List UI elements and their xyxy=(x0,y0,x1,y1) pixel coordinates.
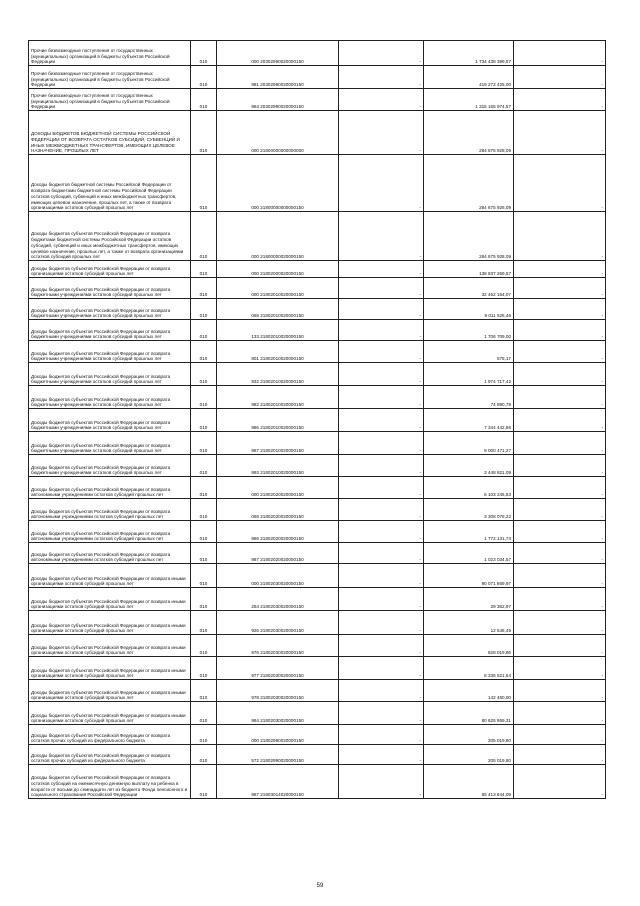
cell-name: Доходы бюджетов субъектов Российской Федерации от возврата бюджетными учреждениями остатков субсидий прошлых лет xyxy=(29,278,191,299)
cell-plan: - xyxy=(339,409,424,432)
cell-code: 000 21800000000000000 xyxy=(217,111,339,155)
cell-exec: 3 308 079,22 xyxy=(424,499,514,521)
cell-rest: - xyxy=(514,657,606,680)
cell-code: 068 21802020020000150 xyxy=(217,499,339,521)
cell-plan: - xyxy=(339,635,424,657)
cell-plan: - xyxy=(339,341,424,363)
cell-exec: 828 019,86 xyxy=(424,635,514,657)
cell-code: 982 21802010020000150 xyxy=(217,386,339,409)
cell-code: 932 21802010020000150 xyxy=(217,363,339,386)
table-row xyxy=(29,111,606,155)
cell-exec: 1 734 438 399,57 xyxy=(424,41,514,66)
cell-name: Доходы бюджетов субъектов Российской Федерации от возврата бюджетными учреждениями остатков субсидий прошлых лет xyxy=(29,320,191,341)
cell-rest: - xyxy=(514,111,606,155)
cell-line: 010 xyxy=(191,521,217,543)
cell-rest: - xyxy=(514,320,606,341)
cell-rest: - xyxy=(514,455,606,477)
cell-code: 000 21802990020000150 xyxy=(217,725,339,745)
cell-plan: - xyxy=(339,543,424,564)
cell-plan: - xyxy=(339,212,424,261)
report-sheet xyxy=(28,40,605,799)
cell-name: Доходы бюджетов субъектов Российской Федерации от возврата бюджетными учреждениями остатков субсидий прошлых лет xyxy=(29,455,191,477)
cell-line: 010 xyxy=(191,499,217,521)
cell-rest: - xyxy=(514,432,606,455)
cell-exec: 8 336 521,64 xyxy=(424,657,514,680)
cell-rest: - xyxy=(514,680,606,702)
table-row xyxy=(29,635,606,657)
cell-rest: - xyxy=(514,341,606,363)
cell-code: 987 21802020020000150 xyxy=(217,543,339,564)
cell-plan: - xyxy=(339,155,424,212)
table-row xyxy=(29,409,606,432)
table-row xyxy=(29,261,606,278)
table-row xyxy=(29,702,606,725)
cell-exec: 205 019,80 xyxy=(424,745,514,765)
cell-name: Доходы бюджетов субъектов Российской Федерации от возврата автономными учреждениями остатков субсидий прошлых лет xyxy=(29,543,191,564)
cell-code: 000 21802010020000150 xyxy=(217,278,339,299)
cell-code: 986 21802010020000150 xyxy=(217,409,339,432)
page-number: 59 xyxy=(316,883,324,889)
cell-exec: 80 625 959,31 xyxy=(424,702,514,725)
cell-name: Прочие безвозмездные поступления от государственных (муниципальных) организаций в бюджеты субъектов Российской Федерации xyxy=(29,89,191,111)
table-row xyxy=(29,680,606,702)
cell-code: 068 21802010020000150 xyxy=(217,299,339,320)
table-row xyxy=(29,278,606,299)
cell-plan: - xyxy=(339,363,424,386)
cell-name: Доходы бюджетов субъектов Российской Федерации от возврата иными организациями остатков субсидий прошлых лет xyxy=(29,702,191,725)
cell-code: 978 21802030020000150 xyxy=(217,680,339,702)
cell-code: 572 21802990020000150 xyxy=(217,745,339,765)
cell-code: 981 20302990020000150 xyxy=(217,66,339,89)
cell-exec: 3 448 821,09 xyxy=(424,455,514,477)
table-row xyxy=(29,521,606,543)
table-row xyxy=(29,386,606,409)
cell-name: Доходы бюджетов субъектов Российской Федерации от возврата бюджетными учреждениями остатков субсидий прошлых лет xyxy=(29,409,191,432)
cell-code: 000 21800000020000150 xyxy=(217,212,339,261)
cell-exec: 12 546,49 xyxy=(424,611,514,635)
cell-line: 010 xyxy=(191,363,217,386)
cell-line: 010 xyxy=(191,725,217,745)
cell-line: 010 xyxy=(191,320,217,341)
cell-rest: - xyxy=(514,702,606,725)
cell-rest: - xyxy=(514,155,606,212)
cell-name: Доходы бюджетов субъектов Российской Федерации от возврата бюджетными учреждениями остатков субсидий прошлых лет xyxy=(29,299,191,320)
cell-exec: 9 011 526,46 xyxy=(424,299,514,320)
cell-code: 993 21802010020000150 xyxy=(217,455,339,477)
cell-rest: - xyxy=(514,278,606,299)
cell-rest: - xyxy=(514,611,606,635)
table-row xyxy=(29,89,606,111)
table-row xyxy=(29,432,606,455)
cell-exec: 29 362,97 xyxy=(424,588,514,611)
cell-plan: - xyxy=(339,66,424,89)
cell-name: ДОХОДЫ БЮДЖЕТОВ БЮДЖЕТНОЙ СИСТЕМЫ РОССИЙСКОЙ ФЕДЕРАЦИИ ОТ ВОЗВРАТА ОСТАТКОВ СУБСИДИЙ, СУБВЕНЦИЙ И ИНЫХ МЕЖБЮДЖЕТНЫХ ТРАНСФЕРТОВ, ИМЕЮЩИХ ЦЕЛЕВОЕ НАЗНАЧЕНИЕ, ПРОШЛЫХ ЛЕТ xyxy=(29,111,191,155)
cell-rest: - xyxy=(514,261,606,278)
cell-exec: 74 890,79 xyxy=(424,386,514,409)
cell-plan: - xyxy=(339,89,424,111)
cell-line: 010 xyxy=(191,702,217,725)
cell-line: 010 xyxy=(191,745,217,765)
table-row xyxy=(29,455,606,477)
cell-rest: - xyxy=(514,66,606,89)
cell-line: 010 xyxy=(191,477,217,499)
cell-name: Доходы бюджетов субъектов Российской Федерации от возврата автономными учреждениями остатков субсидий прошлых лет xyxy=(29,499,191,521)
cell-name: Прочие безвозмездные поступления от государственных (муниципальных) организаций в бюджеты субъектов Российской Федерации xyxy=(29,41,191,66)
cell-name: Доходы бюджетов бюджетной системы Российской Федерации от возврата бюджетами бюджетной системы Российской Федерации остатков субсидий, субвенций и иных межбюджетных трансфертов, имеющих целевое назначение, прошлых лет, а также от возврата организациями остатков субсидий прошлых лет xyxy=(29,155,191,212)
revenue-table xyxy=(28,40,606,799)
table-row xyxy=(29,41,606,66)
table-row xyxy=(29,543,606,564)
cell-plan: - xyxy=(339,611,424,635)
cell-exec: 284 675 928,09 xyxy=(424,212,514,261)
cell-rest: - xyxy=(514,765,606,799)
cell-code: 000 21802020020000150 xyxy=(217,477,339,499)
cell-line: 010 xyxy=(191,455,217,477)
cell-rest: - xyxy=(514,745,606,765)
cell-line: 010 xyxy=(191,657,217,680)
table-row xyxy=(29,212,606,261)
cell-code: 254 21802030020000150 xyxy=(217,588,339,611)
cell-plan: - xyxy=(339,455,424,477)
table-row xyxy=(29,765,606,799)
cell-line: 010 xyxy=(191,543,217,564)
cell-name: Доходы бюджетов субъектов Российской Федерации от возврата бюджетными учреждениями остатков субсидий прошлых лет xyxy=(29,363,191,386)
cell-plan: - xyxy=(339,521,424,543)
cell-line: 010 xyxy=(191,41,217,66)
cell-exec: 142 460,00 xyxy=(424,680,514,702)
cell-line: 010 xyxy=(191,611,217,635)
cell-line: 010 xyxy=(191,155,217,212)
cell-line: 010 xyxy=(191,278,217,299)
cell-rest: - xyxy=(514,543,606,564)
cell-plan: - xyxy=(339,41,424,66)
cell-plan: - xyxy=(339,299,424,320)
cell-rest: - xyxy=(514,212,606,261)
cell-plan: - xyxy=(339,725,424,745)
cell-plan: - xyxy=(339,477,424,499)
table-row xyxy=(29,341,606,363)
cell-name: Прочие безвозмездные поступления от государственных (муниципальных) организаций в бюджеты субъектов Российской Федерации xyxy=(29,66,191,89)
cell-line: 010 xyxy=(191,66,217,89)
cell-rest: - xyxy=(514,386,606,409)
cell-name: Доходы бюджетов субъектов Российской Федерации от возврата бюджетными учреждениями остатков субсидий прошлых лет xyxy=(29,432,191,455)
cell-plan: - xyxy=(339,702,424,725)
cell-code: 000 21802000020000150 xyxy=(217,261,339,278)
cell-name: Доходы бюджетов субъектов Российской Федерации от возврата автономными учреждениями остатков субсидий прошлых лет xyxy=(29,477,191,499)
cell-name: Доходы бюджетов субъектов Российской Федерации от возврата иными организациями остатков субсидий прошлых лет xyxy=(29,588,191,611)
cell-name: Доходы бюджетов субъектов Российской Федерации от возврата бюджетами бюджетной системы Российской Федерации остатков субсидий, субвенций и иных межбюджетных трансфертов, имеющих целевое назначение, прошлых лет, а также от возврата организациями остатков субсидий прошлых лет xyxy=(29,212,191,261)
table-row xyxy=(29,725,606,745)
cell-line: 010 xyxy=(191,386,217,409)
cell-exec: 1 315 165 974,57 xyxy=(424,89,514,111)
cell-name: Доходы бюджетов субъектов Российской Федерации от возврата автономными учреждениями остатков субсидий прошлых лет xyxy=(29,521,191,543)
cell-code: 986 21802020020000150 xyxy=(217,521,339,543)
cell-exec: 32 462 154,07 xyxy=(424,278,514,299)
cell-exec: 8 000 471,27 xyxy=(424,432,514,455)
cell-exec: 284 675 928,09 xyxy=(424,155,514,212)
cell-plan: - xyxy=(339,588,424,611)
cell-line: 010 xyxy=(191,341,217,363)
table-row xyxy=(29,499,606,521)
cell-plan: - xyxy=(339,745,424,765)
cell-line: 010 xyxy=(191,212,217,261)
cell-code: 926 21802030020000150 xyxy=(217,611,339,635)
cell-name: Доходы бюджетов субъектов Российской Федерации от возврата иными организациями остатков субсидий прошлых лет xyxy=(29,564,191,588)
cell-name: Доходы бюджетов субъектов Российской Федерации от возврата остатков прочих субсидий из федерального бюджета xyxy=(29,745,191,765)
cell-name: Доходы бюджетов субъектов Российской Федерации от возврата остатков прочих субсидий из федерального бюджета xyxy=(29,725,191,745)
cell-plan: - xyxy=(339,765,424,799)
cell-name: Доходы бюджетов субъектов Российской Федерации от возврата бюджетными учреждениями остатков субсидий прошлых лет xyxy=(29,386,191,409)
table-row xyxy=(29,363,606,386)
cell-plan: - xyxy=(339,680,424,702)
cell-code: 000 20302990020000150 xyxy=(217,41,339,66)
cell-exec: 6 103 245,53 xyxy=(424,477,514,499)
cell-rest: - xyxy=(514,89,606,111)
cell-exec: 575,17 xyxy=(424,341,514,363)
cell-rest: - xyxy=(514,499,606,521)
table-row xyxy=(29,299,606,320)
cell-exec: 65 413 844,09 xyxy=(424,765,514,799)
cell-code: 000 21800000000000150 xyxy=(217,155,339,212)
cell-rest: - xyxy=(514,635,606,657)
cell-plan: - xyxy=(339,111,424,155)
cell-exec: 1 772 131,74 xyxy=(424,521,514,543)
cell-code: 801 21802010020000150 xyxy=(217,341,339,363)
table-row xyxy=(29,477,606,499)
cell-rest: - xyxy=(514,41,606,66)
cell-code: 133 21802010020000150 xyxy=(217,320,339,341)
cell-rest: - xyxy=(514,521,606,543)
table-row xyxy=(29,588,606,611)
cell-code: 987 21802010020000150 xyxy=(217,432,339,455)
cell-name: Доходы бюджетов субъектов Российской Федерации от возврата иными организациями остатков субсидий прошлых лет xyxy=(29,657,191,680)
cell-rest: - xyxy=(514,409,606,432)
cell-plan: - xyxy=(339,386,424,409)
cell-rest: - xyxy=(514,477,606,499)
cell-plan: - xyxy=(339,499,424,521)
cell-exec: 1 974 717,42 xyxy=(424,363,514,386)
cell-exec: 205 019,80 xyxy=(424,725,514,745)
cell-code: 000 21802030020000150 xyxy=(217,564,339,588)
cell-name: Доходы бюджетов субъектов Российской Федерации от возврата организациями остатков субсидий прошлых лет xyxy=(29,261,191,278)
cell-line: 010 xyxy=(191,261,217,278)
cell-line: 010 xyxy=(191,588,217,611)
cell-rest: - xyxy=(514,564,606,588)
cell-name: Доходы бюджетов субъектов Российской Федерации от возврата иными организациями остатков субсидий прошлых лет xyxy=(29,635,191,657)
cell-line: 010 xyxy=(191,680,217,702)
table-row xyxy=(29,320,606,341)
cell-name: Доходы бюджетов субъектов Российской Федерации от возврата остатков субсидий на ежемесячную денежную выплату на ребенка в возрасте от восьми до семнадцати лет из бюджета Фонда пенсионного и социального страхования Российской Федерации xyxy=(29,765,191,799)
cell-code: 987 21803014020000150 xyxy=(217,765,339,799)
cell-plan: - xyxy=(339,261,424,278)
cell-code: 984 21802030020000150 xyxy=(217,702,339,725)
cell-name: Доходы бюджетов субъектов Российской Федерации от возврата бюджетными учреждениями остатков субсидий прошлых лет xyxy=(29,341,191,363)
cell-exec: 90 071 869,97 xyxy=(424,564,514,588)
cell-exec: 1 023 034,57 xyxy=(424,543,514,564)
cell-rest: - xyxy=(514,588,606,611)
table-row xyxy=(29,657,606,680)
cell-code: 984 20302990020000150 xyxy=(217,89,339,111)
cell-plan: - xyxy=(339,432,424,455)
cell-code: 977 21802030020000150 xyxy=(217,657,339,680)
table-row xyxy=(29,745,606,765)
cell-line: 010 xyxy=(191,432,217,455)
cell-exec: 284 675 928,09 xyxy=(424,111,514,155)
table-row xyxy=(29,155,606,212)
cell-exec: 138 837 269,57 xyxy=(424,261,514,278)
table-row xyxy=(29,564,606,588)
cell-line: 010 xyxy=(191,89,217,111)
cell-plan: - xyxy=(339,278,424,299)
cell-line: 010 xyxy=(191,299,217,320)
cell-line: 010 xyxy=(191,765,217,799)
cell-line: 010 xyxy=(191,409,217,432)
cell-line: 010 xyxy=(191,635,217,657)
table-row xyxy=(29,66,606,89)
cell-name: Доходы бюджетов субъектов Российской Федерации от возврата иными организациями остатков субсидий прошлых лет xyxy=(29,611,191,635)
cell-rest: - xyxy=(514,363,606,386)
cell-plan: - xyxy=(339,320,424,341)
cell-line: 010 xyxy=(191,111,217,155)
cell-rest: - xyxy=(514,725,606,745)
cell-rest: - xyxy=(514,299,606,320)
cell-line: 010 xyxy=(191,564,217,588)
table-body xyxy=(29,41,606,799)
cell-code: 976 21802030020000150 xyxy=(217,635,339,657)
cell-exec: 1 706 709,00 xyxy=(424,320,514,341)
cell-name: Доходы бюджетов субъектов Российской Федерации от возврата иными организациями остатков субсидий прошлых лет xyxy=(29,680,191,702)
table-row xyxy=(29,611,606,635)
cell-exec: 419 272 425,00 xyxy=(424,66,514,89)
cell-plan: - xyxy=(339,564,424,588)
cell-exec: 7 344 442,86 xyxy=(424,409,514,432)
cell-plan: - xyxy=(339,657,424,680)
